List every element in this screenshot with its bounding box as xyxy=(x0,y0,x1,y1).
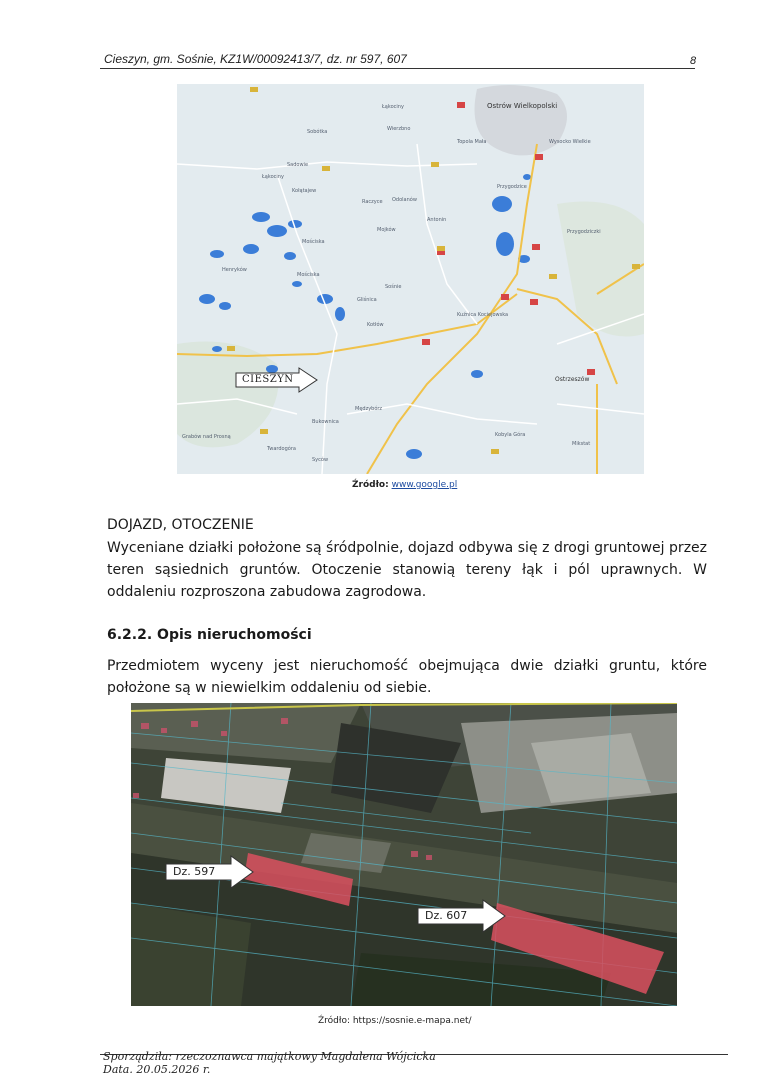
dz597-callout xyxy=(165,855,255,889)
map-place-label: Sadowie xyxy=(287,162,309,168)
map-place-label: Wysocko Wielkie xyxy=(549,139,591,145)
map-place-label: Sobótka xyxy=(307,129,328,135)
map-place-label: Kołątajew xyxy=(292,188,317,194)
section-heading-description: 6.2.2. Opis nieruchomości xyxy=(107,627,312,643)
paragraph-line: teren sąsiednich gruntów. Otoczenie stanowią tereny łąk i pól uprawnych. W xyxy=(107,562,707,578)
map-place-label: Mościska xyxy=(302,239,325,245)
map-place-label: Przygodzice xyxy=(497,184,527,190)
footer-date: Data. 20.05.2026 r. xyxy=(103,1063,211,1076)
map-place-label: Przygodziczki xyxy=(567,229,601,235)
map-place-labels xyxy=(177,84,644,474)
map-source-link[interactable]: www.google.pl xyxy=(391,480,458,490)
location-map xyxy=(177,84,644,474)
map-place-label: Kuźnica Kociejowska xyxy=(457,312,509,318)
footer-author: Sporządziła: rzeczoznawca majątkowy Magdalena Wójcicka xyxy=(103,1050,436,1063)
map-place-label: Mojków xyxy=(377,227,396,233)
paragraph-line: oddaleniu rozproszona zabudowa zagrodowa. xyxy=(107,584,427,600)
map-place-label: Topola Mała xyxy=(457,139,487,145)
map-place-label: Antonin xyxy=(427,217,447,223)
dz607-callout xyxy=(417,899,507,933)
dz607-label: Dz. 607 xyxy=(425,909,468,922)
paragraph-line: Przedmiotem wyceny jest nieruchomość obejmująca dwie działki gruntu, które xyxy=(107,658,707,674)
map-place-label: Kotłów xyxy=(367,322,384,328)
parcel-satellite-map xyxy=(131,703,677,1006)
map-place-label: Ostrzeszów xyxy=(555,376,590,383)
map-place-label: Grabów nad Prosną xyxy=(182,434,231,440)
description-paragraph xyxy=(107,655,707,699)
map-place-label: Sośnie xyxy=(385,284,402,290)
map-place-label: Mikstat xyxy=(572,441,591,447)
map-place-label: Odolanów xyxy=(392,197,417,203)
satellite-source-caption: Źródło: https://sosnie.e-mapa.net/ xyxy=(318,1016,472,1026)
header-rule xyxy=(100,68,695,69)
map-source-label: Źródło: xyxy=(352,480,389,490)
map-place-label: Ostrów Wielkopolski xyxy=(487,102,558,110)
map-place-label: Kobyla Góra xyxy=(495,432,526,438)
map-place-label: Mościska xyxy=(297,272,320,278)
map-source-caption xyxy=(352,480,457,490)
map-place-label: Syców xyxy=(312,457,329,463)
map-place-label: Łąkociny xyxy=(262,174,284,180)
map-place-label: Twardogóra xyxy=(267,446,296,452)
cieszyn-callout xyxy=(235,367,319,393)
access-paragraph xyxy=(107,537,707,603)
paragraph-line: położone są w niewielkim oddaleniu od siebie. xyxy=(107,680,432,696)
document-header-title: Cieszyn, gm. Sośnie, KZ1W/00092413/7, dz. nr 597, 607 xyxy=(104,52,407,66)
map-place-label: Wierzbno xyxy=(387,126,411,132)
section-heading-access: DOJAZD, OTOCZENIE xyxy=(107,517,254,533)
map-place-label: Gliśnica xyxy=(357,297,377,303)
map-place-label: Raczyce xyxy=(362,199,383,205)
map-place-label: Bukownica xyxy=(312,419,339,425)
cieszyn-label: CIESZYN xyxy=(242,374,294,385)
map-place-label: Mędzybórz xyxy=(355,406,383,412)
page-number: 8 xyxy=(690,55,697,67)
map-place-label: Henryków xyxy=(222,267,247,273)
map-place-label: Łąkociny xyxy=(382,104,404,110)
paragraph-line: Wyceniane działki położone są śródpolnie, dojazd odbywa się z drogi gruntowej przez xyxy=(107,540,707,556)
dz597-label: Dz. 597 xyxy=(173,865,216,878)
